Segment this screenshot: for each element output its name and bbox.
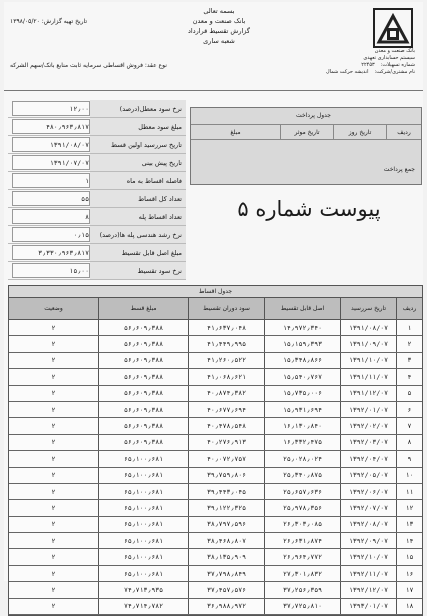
cell-amount: ۵۶٫۶۰۹٫۳۸۸: [98, 320, 188, 335]
ministry: بانک صنعت و معدن: [192, 17, 246, 25]
info-label: تاریخ سررسید اولین قسط: [90, 136, 186, 153]
cell-interest: ۴۰٫۴۷۸٫۵۴۸: [188, 418, 264, 433]
cell-due-date: ۱۳۹۲/۰۸/۰۷: [340, 517, 396, 532]
cell-principal: ۲۶٫۳۰۳٫۰۸۵: [264, 517, 340, 532]
cell-index: ۱۰: [396, 468, 422, 483]
cell-status: ۲: [51, 471, 56, 480]
cell-index: ۳: [396, 353, 422, 368]
cell-due-date: ۱۳۹۲/۰۹/۰۷: [340, 533, 396, 548]
payments-col-effective: تاریخ موثر: [280, 125, 333, 139]
cell-amount: ۵۶٫۶۰۹٫۳۸۸: [98, 369, 188, 384]
info-value: ۱۵٫۰۰: [12, 263, 90, 278]
cell-due-date: ۱۳۹۳/۰۱/۰۷: [340, 599, 396, 614]
cell-status: ۲: [51, 454, 56, 463]
cell-status: ۲: [51, 585, 56, 594]
cell-status: ۲: [51, 503, 56, 512]
cell-amount: ۵۶٫۶۰۹٫۳۸۸: [98, 435, 188, 450]
cell-index: ۵: [396, 386, 422, 401]
table-row: [9, 369, 422, 385]
cell-amount: ۵۶٫۶۰۹٫۳۸۸: [98, 353, 188, 368]
cell-index: ۱۴: [396, 533, 422, 548]
cell-principal: ۲۵٫۰۲۸٫۰۲۴: [264, 451, 340, 466]
col-amount: مبلغ قسط: [98, 298, 188, 319]
table-row: [9, 484, 422, 500]
cell-principal: ۱۶٫۳۳۲٫۴۷۵: [264, 435, 340, 450]
facility-no-label: شماره تسهیلات:: [380, 62, 415, 68]
info-row: [8, 118, 186, 136]
table-row: [9, 468, 422, 484]
installments-title: جدول اقساط: [9, 286, 422, 298]
customer-label: نام مشتری/شرکت:: [374, 69, 415, 75]
table-row: [9, 435, 422, 451]
info-label: نرخ سود تقسیط: [90, 262, 186, 279]
info-value: ۱۳۹۱/۰۷/۰۷: [12, 155, 90, 170]
table-row: [9, 566, 422, 582]
cell-index: ۲: [396, 336, 422, 351]
col-status: وضعیت: [44, 305, 63, 312]
cell-status: ۲: [51, 520, 56, 529]
info-label: تعداد اقساط پله: [90, 208, 186, 225]
cell-amount: ۶۵٫۱۰۰٫۶۸۱: [98, 517, 188, 532]
cell-principal: ۱۵٫۳۴۸٫۸۶۶: [264, 353, 340, 368]
header-divider: [4, 90, 423, 91]
cell-principal: ۳۷٫۷۲۵٫۸۱۰: [264, 599, 340, 614]
cell-interest: ۴۱٫۶۳۷٫۰۴۸: [188, 320, 264, 335]
cell-principal: ۲۶٫۹۶۴٫۷۷۲: [264, 549, 340, 564]
cell-index: ۸: [396, 435, 422, 450]
info-value: ۸: [12, 209, 90, 224]
cell-status: ۲: [51, 372, 56, 381]
cell-status: ۲: [51, 438, 56, 447]
cell-due-date: ۱۳۹۱/۱۱/۰۷: [340, 369, 396, 384]
cell-amount: ۵۶٫۶۰۹٫۳۸۸: [98, 386, 188, 401]
cell-principal: ۱۵٫۷۳۵٫۰۰۶: [264, 386, 340, 401]
report-title: گزارش تقسیط قرارداد: [188, 27, 250, 35]
cell-amount: ۵۶٫۶۰۹٫۳۸۸: [98, 418, 188, 433]
info-label: مبلغ اصل قابل تقسیط: [90, 244, 186, 261]
cell-status: ۲: [51, 536, 56, 545]
info-label: تعداد کل اقساط: [90, 190, 186, 207]
org-bank: بانک صنعت و معدن: [374, 48, 415, 54]
cell-status: ۲: [51, 422, 56, 431]
payments-col-date: تاریخ روز: [333, 125, 386, 139]
org-system: سیستم حسابداری تعهدی: [363, 55, 415, 61]
table-row: [9, 599, 422, 615]
cell-amount: ۵۶٫۶۰۹٫۳۸۸: [98, 402, 188, 417]
info-row: [8, 172, 186, 190]
table-row: [9, 386, 422, 402]
cell-amount: ۶۵٫۱۰۰٫۶۸۱: [98, 549, 188, 564]
cell-due-date: ۱۳۹۲/۰۳/۰۷: [340, 435, 396, 450]
facility-info-table: [8, 100, 186, 280]
info-row: [8, 190, 186, 208]
cell-interest: ۳۸٫۴۶۸٫۸۰۷: [188, 533, 264, 548]
table-row: [9, 517, 422, 533]
info-label: مبلغ سود معطل: [90, 118, 186, 135]
cell-principal: ۱۵٫۵۴۰٫۷۶۷: [264, 369, 340, 384]
cell-interest: ۴۱٫۴۴۹٫۹۹۵: [188, 336, 264, 351]
info-row: [8, 226, 186, 244]
cell-due-date: ۱۳۹۲/۰۶/۰۷: [340, 484, 396, 499]
contract-type: نوع عقد: فروش اقساطی سرمایه ثابت منابع بانک/سهم الشرکه: [10, 62, 167, 69]
cell-amount: ۷۴٫۷۱۳٫۹۳۵: [98, 582, 188, 597]
table-row: [9, 418, 422, 434]
cell-amount: ۶۵٫۱۰۰٫۶۸۱: [98, 451, 188, 466]
cell-interest: ۳۸٫۷۹۷٫۵۹۶: [188, 517, 264, 532]
cell-due-date: ۱۳۹۲/۰۲/۰۷: [340, 418, 396, 433]
cell-amount: ۶۵٫۱۰۰٫۶۸۱: [98, 566, 188, 581]
cell-due-date: ۱۳۹۱/۱۲/۰۷: [340, 386, 396, 401]
info-value: ۰٫۱۵: [12, 227, 90, 242]
bank-logo-icon: [373, 8, 413, 48]
col-due-date: تاریخ سررسید: [340, 298, 396, 319]
info-row: [8, 100, 186, 118]
info-value: ۱۳۹۱/۰۸/۰۷: [12, 137, 90, 152]
cell-amount: ۶۵٫۱۰۰٫۶۸۱: [98, 484, 188, 499]
cell-index: ۱۱: [396, 484, 422, 499]
cell-principal: ۱۵٫۹۳۱٫۶۹۴: [264, 402, 340, 417]
info-value: ۳٫۳۳۰٫۹۶۳٫۸۱۷: [12, 245, 90, 260]
cell-status: ۲: [51, 356, 56, 365]
cell-principal: ۲۵٫۶۵۷٫۶۳۶: [264, 484, 340, 499]
cell-status: ۲: [51, 569, 56, 578]
payments-title: جدول پرداخت: [296, 112, 331, 119]
cell-index: ۱۲: [396, 500, 422, 515]
table-row: [9, 320, 422, 336]
col-index: ردیف: [396, 298, 422, 319]
info-row: [8, 244, 186, 262]
table-row: [9, 451, 422, 467]
appendix-stamp: پیوست شماره ۵: [237, 197, 381, 221]
cell-index: ۹: [396, 451, 422, 466]
table-row: [9, 533, 422, 549]
cell-status: ۲: [51, 553, 56, 562]
document-page: [4, 2, 423, 611]
installments-body: [9, 320, 422, 615]
cell-principal: ۲۵٫۹۷۸٫۳۵۶: [264, 500, 340, 515]
cell-principal: ۲۶٫۶۳۱٫۸۷۴: [264, 533, 340, 548]
cell-index: ۷: [396, 418, 422, 433]
cell-amount: ۶۵٫۱۰۰٫۶۸۱: [98, 533, 188, 548]
cell-interest: ۴۱٫۲۶۰٫۵۲۲: [188, 353, 264, 368]
cell-index: ۶: [396, 402, 422, 417]
cell-interest: ۳۸٫۱۳۵٫۹۰۹: [188, 549, 264, 564]
bismillah: بسمه تعالی: [203, 7, 235, 15]
report-date: تاریخ تهیه گزارش: ۱۳۹۸/۰۵/۲۰: [10, 18, 88, 25]
cell-interest: ۳۷٫۴۵۷٫۵۷۶: [188, 582, 264, 597]
org-info: [295, 48, 415, 76]
info-row: [8, 136, 186, 154]
info-value: ۱: [12, 173, 90, 188]
branch: شعبه ساری: [203, 37, 235, 45]
installments-table: [8, 285, 423, 616]
info-row: [8, 154, 186, 172]
payments-header: [191, 124, 421, 140]
info-label: تاریخ پیش بینی: [90, 154, 186, 171]
payments-col-idx: ردیف: [386, 125, 421, 139]
cell-amount: ۶۵٫۱۰۰٫۶۸۱: [98, 500, 188, 515]
cell-status: ۲: [51, 389, 56, 398]
info-value: ۴۸۰٫۹۶۳٫۸۱۷: [12, 119, 90, 134]
info-value: ۵۵: [12, 191, 90, 206]
table-row: [9, 500, 422, 516]
installments-header: [9, 298, 422, 320]
customer-row: [295, 69, 415, 76]
info-row: [8, 262, 186, 280]
payments-col-amount: مبلغ: [230, 128, 241, 136]
cell-interest: ۳۹٫۱۲۲٫۳۲۵: [188, 500, 264, 515]
cell-status: ۲: [51, 405, 56, 414]
payments-box: [190, 107, 422, 185]
facility-number-row: [295, 62, 415, 69]
cell-interest: ۴۰٫۸۷۴٫۳۸۲: [188, 386, 264, 401]
table-row: [9, 549, 422, 565]
cell-interest: ۳۶٫۹۸۸٫۹۷۲: [188, 599, 264, 614]
info-label: نرخ رشد هندسی پله ها(درصد): [90, 226, 186, 243]
cell-interest: ۴۰٫۲۷۶٫۹۱۳: [188, 435, 264, 450]
facility-no: ۲۲۴۵۳: [361, 62, 375, 68]
cell-index: ۱۳: [396, 517, 422, 532]
cell-amount: ۷۴٫۷۱۴٫۷۸۲: [98, 599, 188, 614]
report-header: [4, 2, 423, 94]
cell-status: ۲: [51, 340, 56, 349]
col-principal: اصل قابل تقسیط: [264, 298, 340, 319]
cell-status: ۲: [51, 487, 56, 496]
cell-index: ۱۶: [396, 566, 422, 581]
cell-amount: ۵۶٫۶۰۹٫۳۸۸: [98, 336, 188, 351]
payments-sum-label: جمع پرداخت: [383, 166, 415, 173]
cell-index: ۱۸: [396, 599, 422, 614]
customer-name: اندیشه حرکت شمال: [325, 69, 369, 75]
cell-principal: ۱۴٫۹۷۲٫۳۴۰: [264, 320, 340, 335]
cell-due-date: ۱۳۹۲/۰۱/۰۷: [340, 402, 396, 417]
report-title-block: [144, 6, 294, 46]
cell-due-date: ۱۳۹۲/۱۲/۰۷: [340, 582, 396, 597]
cell-index: ۱۷: [396, 582, 422, 597]
cell-interest: ۳۹٫۷۵۹٫۸۰۶: [188, 468, 264, 483]
cell-principal: ۲۵٫۳۴۰٫۸۷۵: [264, 468, 340, 483]
cell-due-date: ۱۳۹۲/۰۵/۰۷: [340, 468, 396, 483]
cell-index: ۱: [396, 320, 422, 335]
info-label: فاصله اقساط به ماه: [90, 172, 186, 189]
info-row: [8, 208, 186, 226]
info-label: نرخ سود معطل(درصد): [90, 100, 186, 117]
cell-interest: ۳۹٫۴۴۳٫۰۴۵: [188, 484, 264, 499]
cell-interest: ۳۷٫۷۹۸٫۸۴۹: [188, 566, 264, 581]
cell-principal: ۱۶٫۱۳۰٫۸۴۰: [264, 418, 340, 433]
table-row: [9, 353, 422, 369]
cell-status: ۲: [51, 602, 56, 611]
table-row: [9, 402, 422, 418]
cell-due-date: ۱۳۹۲/۱۱/۰۷: [340, 566, 396, 581]
cell-due-date: ۱۳۹۱/۱۰/۰۷: [340, 353, 396, 368]
cell-status: ۲: [51, 323, 56, 332]
table-row: [9, 336, 422, 352]
cell-principal: ۱۵٫۱۵۹٫۳۹۳: [264, 336, 340, 351]
info-value: ۱۲٫۰۰: [12, 101, 90, 116]
cell-due-date: ۱۳۹۱/۰۸/۰۷: [340, 320, 396, 335]
cell-interest: ۴۰٫۶۷۷٫۶۹۴: [188, 402, 264, 417]
table-row: [9, 582, 422, 598]
cell-due-date: ۱۳۹۲/۰۷/۰۷: [340, 500, 396, 515]
cell-interest: ۴۱٫۰۶۸٫۶۲۱: [188, 369, 264, 384]
cell-due-date: ۱۳۹۱/۰۹/۰۷: [340, 336, 396, 351]
col-interest: سود دوران تقسیط: [188, 298, 264, 319]
cell-principal: ۲۷٫۳۰۱٫۸۳۲: [264, 566, 340, 581]
cell-index: ۴: [396, 369, 422, 384]
cell-index: ۱۵: [396, 549, 422, 564]
cell-interest: ۴۰٫۰۷۲٫۷۵۷: [188, 451, 264, 466]
cell-amount: ۶۵٫۱۰۰٫۶۸۱: [98, 468, 188, 483]
cell-due-date: ۱۳۹۲/۱۰/۰۷: [340, 549, 396, 564]
cell-principal: ۳۷٫۲۵۶٫۳۵۹: [264, 582, 340, 597]
cell-due-date: ۱۳۹۲/۰۴/۰۷: [340, 451, 396, 466]
